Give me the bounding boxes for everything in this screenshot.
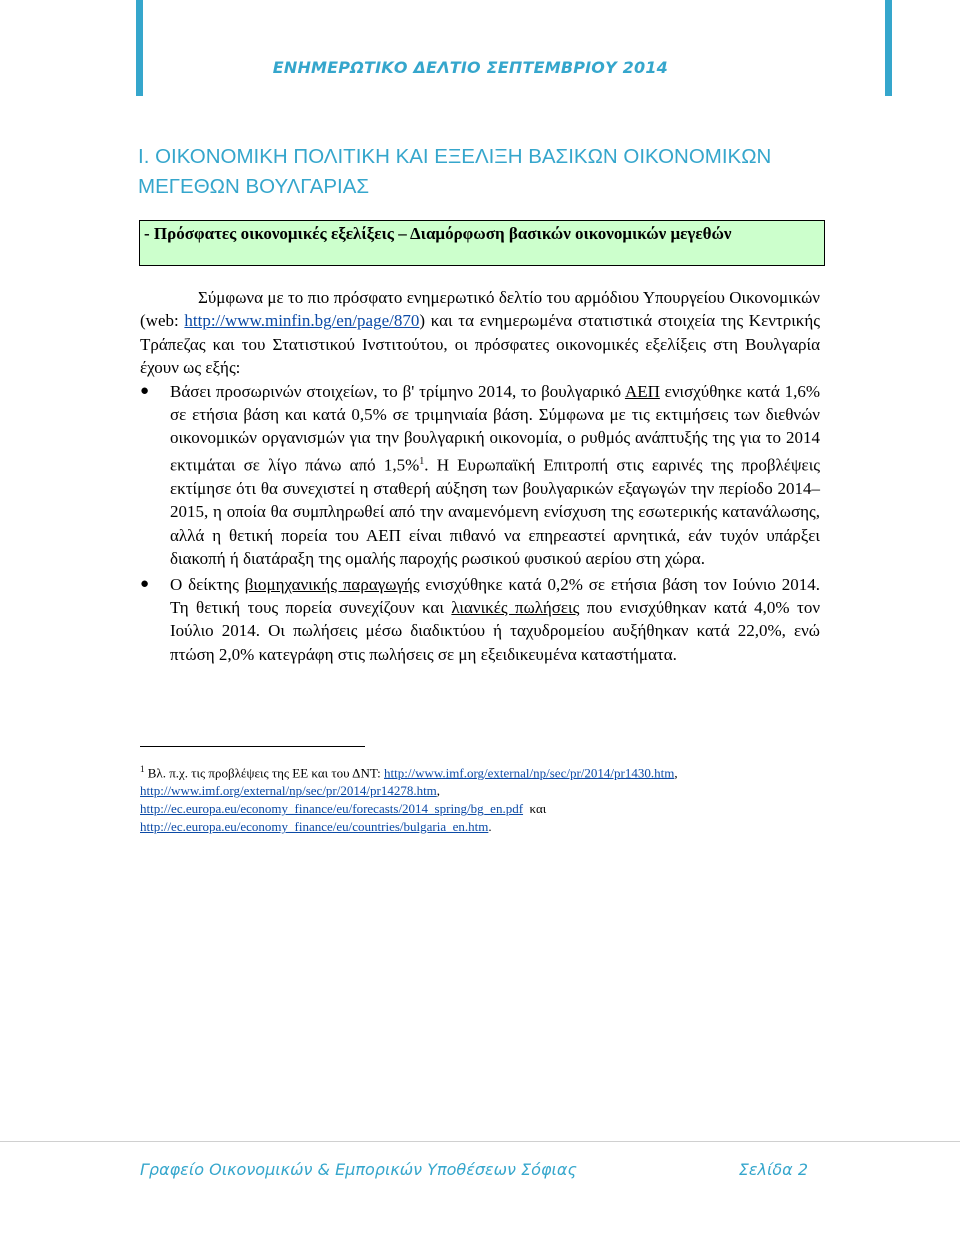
bullet-gdp — [140, 380, 820, 571]
term-retail-sales: λιανικές πωλήσεις — [451, 597, 580, 617]
intro-paragraph — [140, 286, 820, 380]
term-gdp: ΑΕΠ — [624, 381, 660, 401]
bullet-gdp-text-a: Βάσει προσωρινών στοιχείων, το β' τρίμηνο 2014, το βουλγαρικό — [170, 381, 625, 401]
imf-link-2[interactable]: http://www.imf.org/external/np/sec/pr/2014/pr14278.htm — [140, 783, 437, 799]
bullet-industry-text-b: ενισχύθηκε κατά 0,2% σε ετήσια βάση τον Ιούνιο 2014. Τη θετική τους πορεία συνεχίζουν και — [170, 574, 820, 617]
imf-link-1[interactable]: http://www.imf.org/external/np/sec/pr/2014/pr1430.htm — [384, 765, 675, 781]
main-body — [140, 286, 820, 666]
bullet-industry-retail — [140, 573, 820, 667]
ec-country-link[interactable]: http://ec.europa.eu/economy_finance/eu/countries/bulgaria_en.htm — [140, 819, 489, 835]
newsletter-header-title: ΕΝΗΜΕΡΩΤΙΚΟ ΔΕΛΤΙΟ ΣΕΠΤΕΜΒΡΙΟΥ 2014 — [272, 58, 668, 77]
footnote-number: 1 — [140, 764, 145, 774]
footnote-reference[interactable]: 1 — [419, 455, 425, 467]
footer-office: Γραφείο Οικονομικών & Εμπορικών Υποθέσεων Σόφιας — [140, 1160, 577, 1179]
header-left-bar — [136, 0, 143, 96]
footnote-and: και — [529, 801, 547, 817]
bullet-gdp-text-c: . Η Ευρωπαϊκή Επιτροπή στις εαρινές της προβλέψεις εκτίμησε ότι θα συνεχιστεί η σταθερή αύξηση των βουλγαρικών εξαγωγών την περίοδο 2014–2015, η οποία θα συμπληρωθεί από την αναμενόμενη ενίσχυση της εσωτερικής κατανάλωσης, αλλά η θετική πορεία του ΑΕΠ είναι πιθανό να επηρεαστεί αρνητικά, εάν τυχόν υπάρξει διακοπή ή διατάραξη της ομαλής παροχής ρωσικού φυσικού αερίου στη χώρα. — [170, 455, 820, 569]
minfin-link[interactable]: http://www.minfin.bg/en/page/870 — [184, 311, 420, 331]
footer-page-number: Σελίδα 2 — [738, 1160, 808, 1179]
header-right-bar — [885, 0, 892, 96]
section-title: Ι. ΟΙΚΟΝΟΜΙΚΗ ΠΟΛΙΤΙΚΗ ΚΑΙ ΕΞΕΛΙΞΗ ΒΑΣΙΚΩΝ ΟΙΚΟΝΟΜΙΚΩΝ ΜΕΓΕΘΩΝ ΒΟΥΛΓΑΡΙΑΣ — [138, 145, 772, 198]
footnote-text: Βλ. π.χ. τις προβλέψεις της ΕΕ και του ΔΝΤ: — [144, 765, 385, 781]
bullet-icon: ● — [140, 382, 150, 399]
term-industrial-production: βιομηχανικής παραγωγής — [244, 574, 420, 594]
footer-divider — [0, 1141, 960, 1142]
ec-forecast-link[interactable]: http://ec.europa.eu/economy_finance/eu/forecasts/2014_spring/bg_en.pdf — [140, 801, 524, 817]
bullet-gdp-text-b: ενισχύθηκε κατά 1,6% σε ετήσια βάση και κατά 0,5% σε τριμηνιαία βάση. Σύμφωνα με τις εκτιμήσεις των διεθνών οικονομικών οργανισμών για την βουλγαρική οικονομία, ο ρυθμός ανάπτυξής της για το 2014 εκτιμάται σε λίγο πάνω από 1,5% — [170, 381, 820, 475]
footnote-separator — [140, 746, 365, 747]
page-footer — [140, 1160, 808, 1179]
bullet-list — [140, 380, 820, 667]
bullet-industry-text-c: που ενισχύθηκαν κατά 4,0% τον Ιούλιο 2014. Οι πωλήσεις μέσω διαδικτύου ή ταχυδρομείου αυξήθηκαν κατά 22,0%, ενώ πτώση 2,0% κατεγράφη στις πωλήσεις σε μη εξειδικευμένα καταστήματα. — [170, 597, 821, 664]
subsection-heading-box — [139, 220, 825, 266]
subsection-heading: - Πρόσφατες οικονομικές εξελίξεις – Διαμόρφωση βασικών οικονομικών μεγεθών — [144, 224, 732, 243]
bullet-industry-text-a: Ο δείκτης — [170, 574, 245, 594]
intro-text-post: ) και τα ενημερωμένα στατιστικά στοιχεία της Κεντρικής Τράπεζας και του Στατιστικού Ινστιτούτου, οι πρόσφατες οικονομικές εξελίξεις στη Βουλγαρία έχουν ως εξής: — [140, 311, 820, 378]
bullet-icon: ● — [140, 575, 150, 592]
intro-text-pre: Σύμφωνα με το πιο πρόσφατο ενημερωτικό δελτίο του αρμόδιου Υπουργείου Οικονομικών (web: — [140, 288, 820, 331]
footnote: $^1$ Βλ. π.χ. τις προβλέψεις της ΕΕ και του ΔΝΤ: http://www.imf.org/external/np/sec/pr/2014/pr1430.htm, http://www.imf.org/external/np/sec/pr/2014/pr14278.htm, http://ec.europa.eu/economy_finance/eu/forecasts/2014_spring/bg_en.pdf και http://ec.europa.eu/economy_finance/eu/countries/bulgaria_en.htm. — [140, 764, 678, 835]
